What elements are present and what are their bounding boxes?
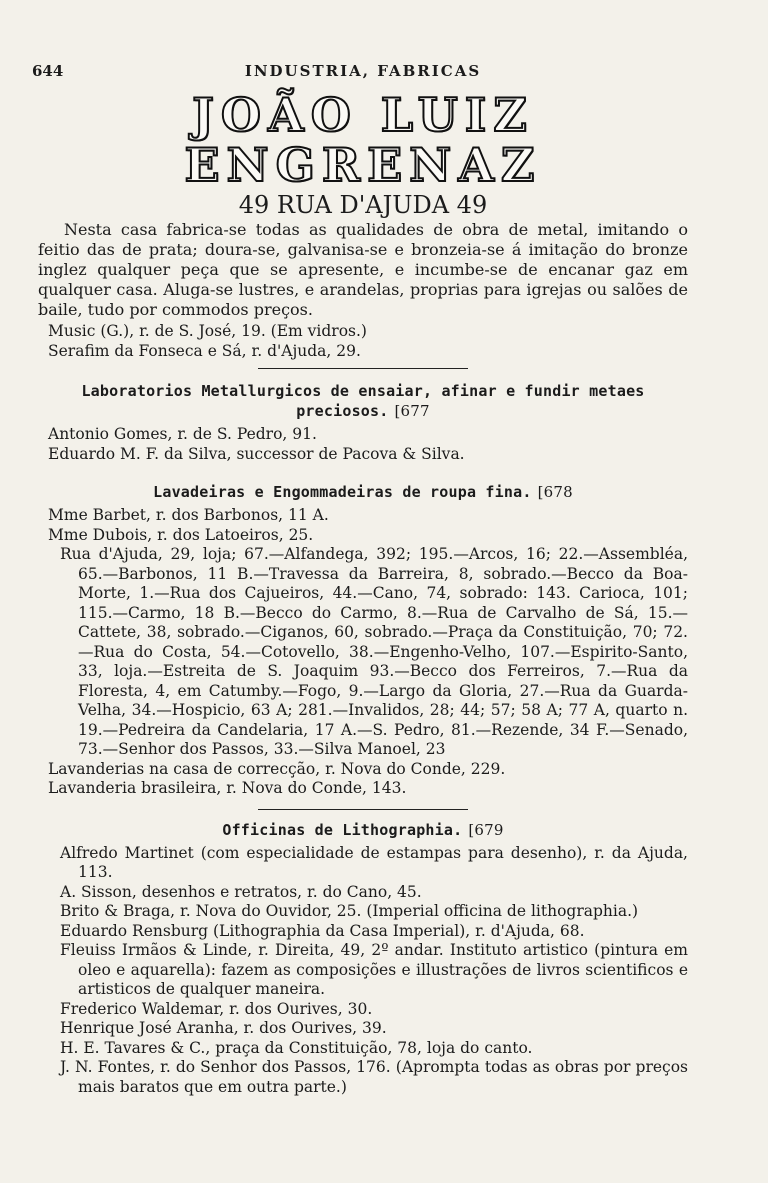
list-item: Rua d'Ajuda, 29, loja; 67.—Alfandega, 392; 195.—Arcos, 16; 22.—Assembléa, 65.—Barbonos, 11 B.—Travessa da Barreira, 8, sobrado.—Becco da Boa-Morte, 1.—Rua dos Cajueiros, 44.—Cano, 74, sobrado: 143. Carioca, 101; 115.—Carmo, 18 B.—Becco do Carmo, 8.—Rua de Carvalho de Sá, 15.—Cattete, 38, sobrado.—Ciganos, 60, sobrado.—Praça da Constituição, 70; 72.—Rua do Costa, 54.—Cotovello, 38.—Engenho-Velho, 107.—Espirito-Santo, 33, loja.—Estreita de S. Joaquim 93.—Becco dos Ferreiros, 7.—Rua da Floresta, 4, em Catumby.—Fogo, 9.—Largo da Gloria, 27.—Rua da Guarda-Velha, 34.—Hospicio, 63 A; 281.—Invalidos, 28; 44; 57; 58 A; 77 A, quarto n. 19.—Pedreira da Candelaria, 17 A.—S. Pedro, 81.—Rezende, 34 F.—Senado, 73.—Senhor dos Passos, 33.—Silva Manoel, 23 [60,545,688,758]
list-item: A. Sisson, desenhos e retratos, r. do Cano, 45. [60,882,422,901]
section-laboratorios [38,381,688,464]
section-lavadeiras [38,482,688,799]
list-item: Eduardo M. F. da Silva, successor de Pacova & Silva. [48,444,465,463]
list-item: Serafim da Fonseca e Sá, r. d'Ajuda, 29. [48,341,361,360]
list-item: Frederico Waldemar, r. dos Ourives, 30. [60,999,373,1018]
list-item: H. E. Tavares & C., praça da Constituição, 78, loja do canto. [60,1038,533,1057]
section-heading [38,820,688,840]
section-title: Lavadeiras e Engommadeiras de roupa fina. [153,483,532,501]
preceding-entries [38,322,688,361]
list-item: Music (G.), r. de S. José, 19. (Em vidros.) [48,322,367,340]
section-code: [677 [394,402,430,420]
section-title: Officinas de Lithographia. [222,820,463,839]
section-code: [678 [537,483,573,501]
section-divider [258,368,468,369]
advertisement [38,90,688,320]
list-item: Brito & Braga, r. Nova do Ouvidor, 25. (Imperial officina de lithographia.) [60,902,639,920]
list-item: Alfredo Martinet (com especialidade de estampas para desenho), r. da Ajuda, 113. [60,843,688,881]
list-item: Henrique José Aranha, r. dos Ourives, 39. [60,1019,387,1037]
running-head [32,62,688,88]
list-item: Antonio Gomes, r. de S. Pedro, 91. [48,425,317,443]
document-page [32,62,688,1097]
list-item: J. N. Fontes, r. do Senhor dos Passos, 176. (Aprompta todas as obras por preços mais baratos que em outra parte.) [60,1058,688,1096]
list-item: Fleuiss Irmãos & Linde, r. Direita, 49, 2º andar. Instituto artistico (pintura em oleo e aquarella): fazem as composições e illustrações de livros scientificos e artisticos de qualquer maneira. [60,941,688,998]
list-item: Mme Dubois, r. dos Latoeiros, 25. [48,525,314,544]
section-heading [38,381,688,421]
running-title: INDUSTRIA, FABRICAS [244,62,482,80]
list-item: Mme Barbet, r. dos Barbonos, 11 A. [48,506,329,524]
section-lithographia [38,820,688,1098]
section-title: Laboratorios Metallurgicos de ensaiar, afinar e fundir metaes preciosos. [81,382,645,420]
list-item: Eduardo Rensburg (Lithographia da Casa Imperial), r. d'Ajuda, 68. [60,921,585,940]
page-number: 644 [32,62,64,80]
section-divider [258,809,468,810]
advertiser-address: 49 RUA D'AJUDA 49 [238,191,488,219]
section-code: [679 [468,820,504,839]
section-heading [38,482,688,502]
advertiser-name: JOÃO LUIZ ENGRENAZ [184,88,542,192]
list-item: Lavanderia brasileira, r. Nova do Conde, 143. [48,779,407,797]
advertisement-text: Nesta casa fabrica-se todas as qualidades de obra de metal, imitando o feitio das de prata; doura-se, galvanisa-se e bronzeia-se á imitação do bronze inglez qualquer peça que se apresente, e incumbe-se de encanar gaz em qualquer casa. Aluga-se lustres, e arandelas, proprias para igrejas ou salões de baile, tudo por commodos preços. [38,220,688,319]
list-item: Lavanderias na casa de correcção, r. Nova do Conde, 229. [48,759,506,778]
